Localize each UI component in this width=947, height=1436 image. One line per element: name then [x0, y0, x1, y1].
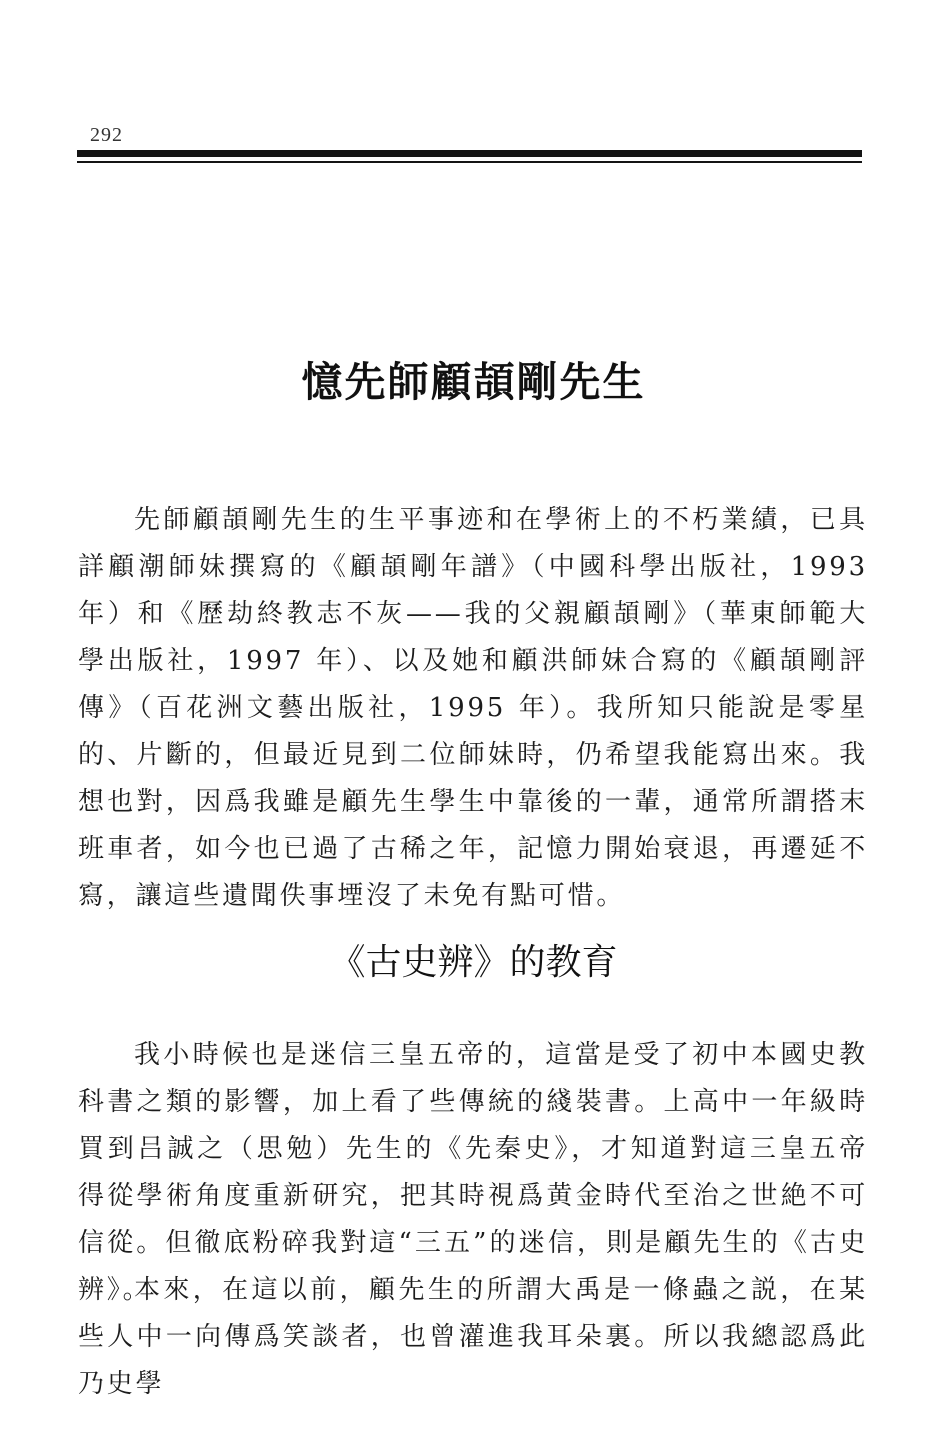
article-title: 憶先師顧頡剛先生	[301, 358, 646, 406]
intro-paragraph: 先師顧頡剛先生的生平事迹和在學術上的不朽業績，已具詳顧潮師妹撰寫的《顧頡剛年譜》（中國科學出版社，1993 年）和《歷劫終教志不灰——我的父親顧頡剛》（華東師範大學出版社，1997 年）、以及她和顧洪師妹合寫的《顧頡剛評傳》（百花洲文藝出版社，1995 年）。我所知只能說是零星的、片斷的，但最近見到二位師妹時，仍希望我能寫出來。我想也對，因爲我雖是顧先生學生中靠後的一輩，通常所謂搭末班車者，如今也已過了古稀之年，記憶力開始衰退，再遷延不寫，讓這些遺聞佚事堙沒了未免有點可惜。	[78, 505, 868, 911]
header-rule-thin	[77, 161, 862, 163]
header-rule-thick	[77, 150, 862, 157]
section-paragraph-1: 我小時候也是迷信三皇五帝的，這當是受了初中本國史教科書之類的影響，加上看了些傳統的綫裝書。上高中一年級時買到吕誠之（思勉）先生的《先秦史》，才知道對這三皇五帝得從學術角度重新研究，把其時視爲黄金時代至治之世絶不可信從。但徹底粉碎我對這“三五”的迷信，則是顧先生的《古史辨》。	[78, 1040, 868, 1305]
section-paragraph-2: 本來，在這以前，顧先生的所謂大禹是一條蟲之説，在某些人中一向傳爲笑談者，也曾灌進我耳朵裏。所以我總認爲此乃史學	[78, 1275, 868, 1399]
section-heading: 《古史辨》的教育	[329, 942, 618, 983]
page-number: 292	[90, 124, 123, 146]
